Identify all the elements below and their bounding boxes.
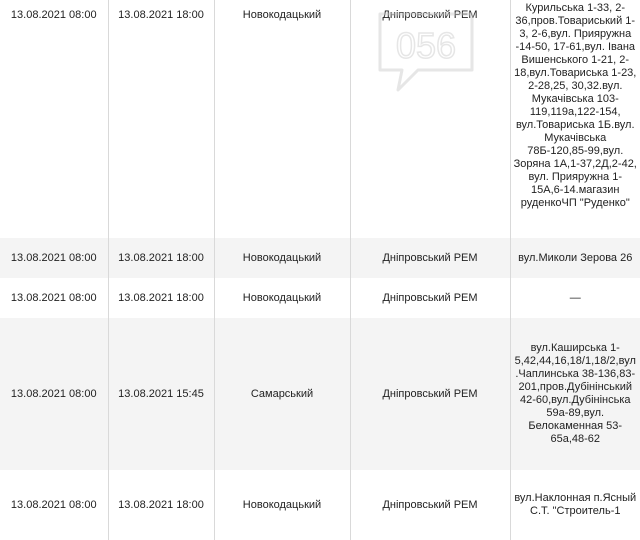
table-row (0, 470, 640, 540)
district-cell: Новокодацький (214, 470, 350, 540)
end-time-cell: 13.08.2021 18:00 (108, 238, 214, 278)
end-time-cell: 13.08.2021 18:00 (108, 278, 214, 318)
address-cell: вул.Наклонная п.Ясный С.Т. "Строитель-1 (510, 470, 640, 540)
start-time-cell: 13.08.2021 08:00 (0, 0, 108, 238)
address-cell: вул.Миколи Зерова 26 (510, 238, 640, 278)
address-cell: — (510, 278, 640, 318)
address-cell: вул.Каширська 1-5,42,44,16,18/1,18/2,вул.Чаплинська 38-136,83-201,пров.Дубінінський 42-60,вул.Дубінінська 59а-89,вул. Белокаменная 53-65а,48-62 (510, 318, 640, 470)
district-cell: Новокодацький (214, 278, 350, 318)
district-cell: Самарський (214, 318, 350, 470)
start-time-cell: 13.08.2021 08:00 (0, 318, 108, 470)
rem-cell: Дніпровський РЕМ (350, 318, 510, 470)
address-cell: Курильська 1-33, 2-36,пров.Товариський 1-3, 2-6,вул. Прияружна -14-50, 17-61,вул. Івана Вишенського 1-21, 2-18,вул.Товариська 1-23, 2-28,25, 30,32.вул. Мукачівська 103-119,119а,122-154, вул.Товариська 1Б.вул. Мукачівська 78Б-120,85-99,вул. Зоряна 1А,1-37,2Д,2-42, вул. Прияружна 1-15А,6-14.магазин руденкоЧП "Руденко" (510, 0, 640, 238)
start-time-cell: 13.08.2021 08:00 (0, 470, 108, 540)
district-cell: Новокодацький (214, 0, 350, 238)
rem-cell: Дніпровський РЕМ (350, 238, 510, 278)
rem-cell: Дніпровський РЕМ (350, 0, 510, 238)
table-row (0, 278, 640, 318)
table-row (0, 238, 640, 278)
end-time-cell: 13.08.2021 15:45 (108, 318, 214, 470)
rem-cell: Дніпровський РЕМ (350, 278, 510, 318)
start-time-cell: 13.08.2021 08:00 (0, 238, 108, 278)
end-time-cell: 13.08.2021 18:00 (108, 0, 214, 238)
table-row (0, 318, 640, 470)
rem-cell: Дніпровський РЕМ (350, 470, 510, 540)
watermark-text: 056 (395, 25, 457, 66)
table-row (0, 0, 640, 238)
end-time-cell: 13.08.2021 18:00 (108, 470, 214, 540)
district-cell: Новокодацький (214, 238, 350, 278)
start-time-cell: 13.08.2021 08:00 (0, 278, 108, 318)
